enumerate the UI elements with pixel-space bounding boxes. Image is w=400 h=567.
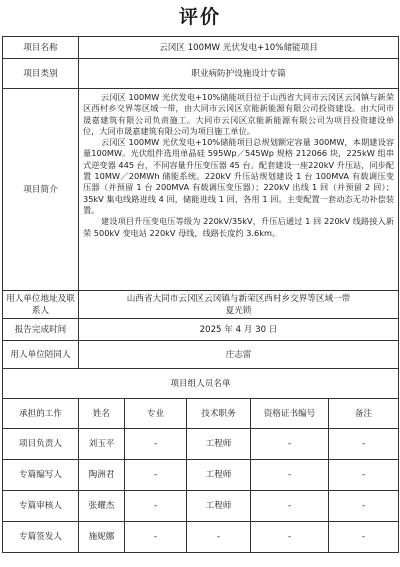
member-duty: 专篇编写人	[3, 460, 79, 491]
member-certificate: -	[251, 491, 329, 522]
member-name: 施妮娜	[79, 522, 125, 553]
member-major: -	[125, 522, 187, 553]
member-certificate: -	[251, 522, 329, 553]
member-certificate: -	[251, 429, 329, 460]
member-major: -	[125, 491, 187, 522]
project-intro-text	[79, 89, 399, 291]
row-report-date	[3, 319, 399, 341]
report-date-value: 2025 年 4 月 30 日	[79, 319, 399, 341]
member-title: 工程师	[187, 491, 251, 522]
members-header-row	[3, 399, 399, 429]
table-row	[3, 491, 399, 522]
row-employer	[3, 291, 399, 319]
member-remark: -	[329, 491, 399, 522]
header-major: 专业	[125, 399, 187, 429]
row-project-intro	[3, 89, 399, 291]
project-category-value: 职业病防护设施设计专篇	[79, 59, 399, 89]
member-remark: -	[329, 429, 399, 460]
header-remark: 备注	[329, 399, 399, 429]
row-employer-escort	[3, 341, 399, 369]
member-remark: -	[329, 460, 399, 491]
employer-value	[79, 291, 399, 319]
member-major: -	[125, 429, 187, 460]
report-date-label: 报告完成时间	[3, 319, 79, 341]
project-category-label: 项目类别	[3, 59, 79, 89]
employer-label: 用人单位地址及联系人	[3, 291, 79, 319]
header-duty: 承担的工作	[3, 399, 79, 429]
project-name-label: 项目名称	[3, 37, 79, 59]
table-row	[3, 460, 399, 491]
member-duty: 专篇审核人	[3, 491, 79, 522]
member-duty: 专篇签发人	[3, 522, 79, 553]
employer-escort-label: 用人单位陪同人	[3, 341, 79, 369]
employer-address: 山西省大同市云冈区云冈镇与新荣区西村乡交界等区域一带	[126, 293, 351, 304]
project-name-value: 云冈区 100MW 光伏发电+10%储能项目	[79, 37, 399, 59]
member-remark: -	[329, 522, 399, 553]
header-name: 姓名	[79, 399, 125, 429]
project-intro-label: 项目简介	[3, 89, 79, 291]
evaluation-table	[2, 36, 399, 553]
member-major: -	[125, 460, 187, 491]
member-name: 陶洲君	[79, 460, 125, 491]
member-title: 工程师	[187, 460, 251, 491]
employer-escort-value: 庄志雷	[79, 341, 399, 369]
intro-paragraph: 云冈区 100MW 光伏发电+10%储能项目位于山西省大同市云冈区云冈镇与新荣区西村乡交界等区域一带，由大同市云冈区京能新能源有限公司投资建设。由大同市晟嘉建筑有限公司负责施工。大同市云冈区京能新能源有限公司为项目投资建设单位，大同市晟嘉建筑有限公司为项目施工单位。	[83, 92, 395, 136]
member-title: -	[187, 522, 251, 553]
members-section-title: 项目组人员名单	[3, 369, 399, 399]
page-title: 评价	[178, 6, 221, 28]
table-row	[3, 522, 399, 553]
employer-contact: 夏光锁	[225, 305, 252, 316]
member-certificate: -	[251, 460, 329, 491]
row-members-title	[3, 369, 399, 399]
member-name: 刘玉平	[79, 429, 125, 460]
intro-paragraph: 云冈区 100MW 光伏发电+10%储能项目总规划额定容量 300MW，本期建设容量100MW。光伏组件选用单晶硅 595Wp／545Wp 规格 212066 块，225kW 组串式逆变器 445 台，不同容量升压变压器 45 台。配套建设一座220kV 升压站，同步配置 10MW／20MWh 储能系统。220kV 升压站规划建设 1 台 100MVA 有载调压变压器（并预留 1 台 200MVA 有载调压变压器）；220kV 出线 1 回（并预留 2 回）；35kV 集电线路进线 4 回，储能进线 1 回，各用 1 回。主变配置一套动态无功补偿装置。	[83, 137, 395, 215]
header-title: 技术职务	[187, 399, 251, 429]
row-project-category	[3, 59, 399, 89]
intro-paragraph: 建设项目升压变电压等级为 220kV/35kV，升压后通过 1 回 220kV 线路接入新荣 500kV 变电站 220kV 母线，线路长度约 3.6km。	[83, 216, 395, 238]
member-title: 工程师	[187, 429, 251, 460]
member-duty: 项目负责人	[3, 429, 79, 460]
member-name: 张耀杰	[79, 491, 125, 522]
row-project-name	[3, 37, 399, 59]
table-row	[3, 429, 399, 460]
header-certificate: 资格证书编号	[251, 399, 329, 429]
